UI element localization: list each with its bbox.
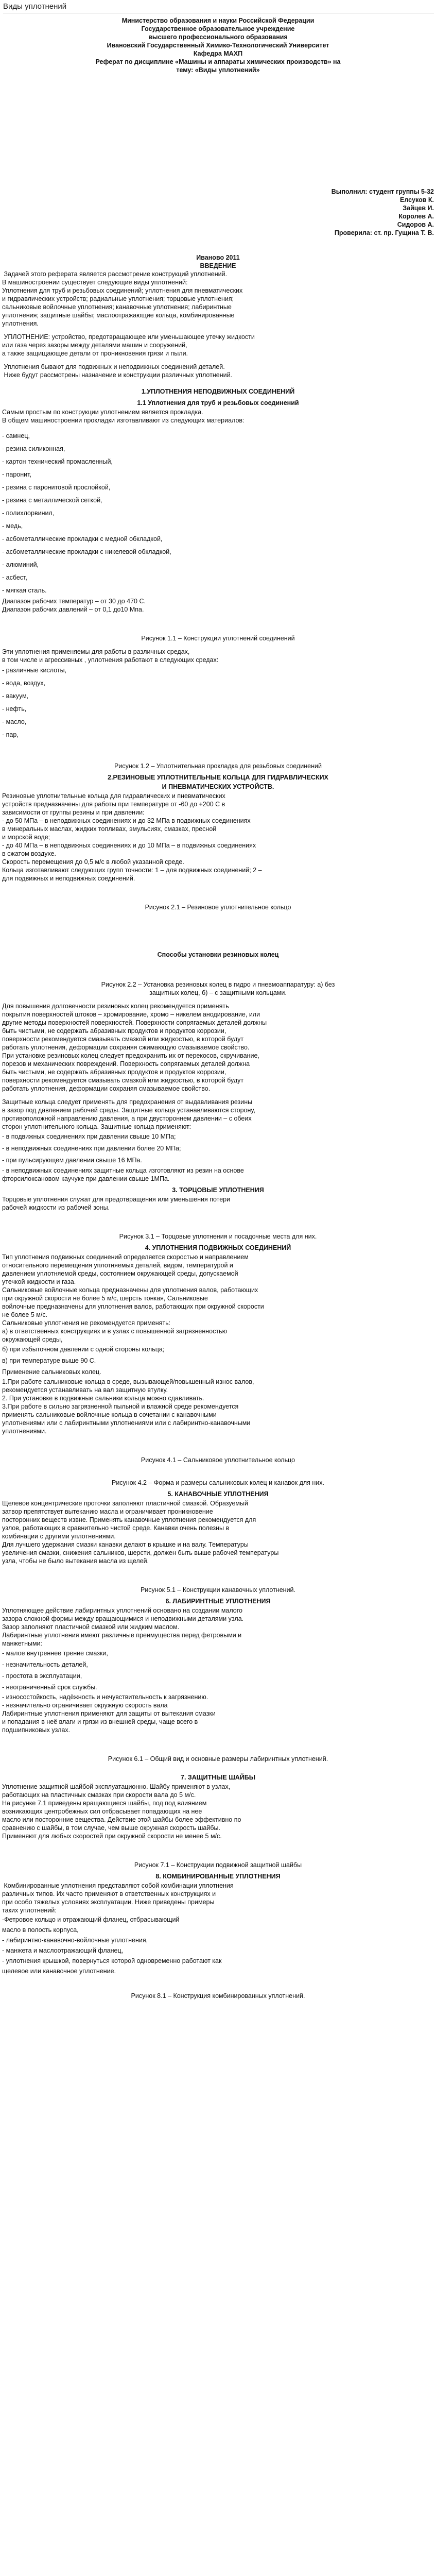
list-item: - различные кислоты, xyxy=(2,667,67,674)
section-heading: 2.РЕЗИНОВЫЕ УПЛОТНИТЕЛЬНЫЕ КОЛЬЦА ДЛЯ ГИДРАВЛИЧЕСКИХ xyxy=(108,774,328,781)
author-line: Сидоров А. xyxy=(397,221,434,228)
text-line: Торцовые уплотнения служат для предотвращения или уменьшения потери xyxy=(2,1196,231,1203)
text-line: сторон уплотнительного кольца. Защитные кольца применяют: xyxy=(2,1123,191,1130)
list-item: щелевое или канавочное уплотнение. xyxy=(2,1968,116,1975)
text-line: относительного перемещения уплотняемых деталей, видом, температурой и xyxy=(2,1262,233,1269)
author-line: Проверила: ст. пр. Гущина Т. В. xyxy=(334,229,434,236)
figure-caption: Рисунок 3.1 – Торцовые уплотнения и посадочные места для них. xyxy=(119,1233,317,1240)
installation-paragraph xyxy=(2,1002,434,1093)
figure-caption: Рисунок 5.1 – Конструкции канавочных уплотнений. xyxy=(140,1586,296,1594)
text-line: поверхности рекомендуется смазывать смазкой или жидкостью, в которой будут xyxy=(2,1077,244,1084)
list-item: - незначительность деталей, xyxy=(2,1661,88,1668)
list-item: - резина с металлической сеткой, xyxy=(2,497,102,504)
text-line: и морской воде; xyxy=(2,834,50,841)
list-item: - простота в эксплуатации, xyxy=(2,1672,82,1680)
title-page-header xyxy=(2,16,434,74)
figure-caption: Рисунок 4.1 – Сальниковое уплотнительное кольцо xyxy=(141,1456,295,1464)
text-line: быть чистыми, не содержать абразивных продуктов и продуктов коррозии, xyxy=(2,1027,226,1035)
list-item: - незначительно ограничивает окружную скорость вала xyxy=(2,1702,168,1709)
text-line: Применяют для любых скоростей при окружной скорости не менее 5 м/с. xyxy=(2,1833,222,1840)
text-line: быть чистыми, не содержать абразивных продуктов и продуктов коррозии, xyxy=(2,1069,226,1076)
text-line: Задачей этого реферата является рассмотрение конструкций уплотнений. xyxy=(2,270,228,278)
text-line: покрытия поверхностей штоков – хромирование, хромо – никелем анодирование, или xyxy=(2,1011,260,1018)
text-line: для подвижных и неподвижных соединений. xyxy=(2,875,135,882)
text-line: другие методы поверхностей поверхностей. Поверхности сопрягаемых деталей должны xyxy=(2,1019,267,1026)
subsection-heading: 1.1 Уплотнения для труб и резьбовых соединений xyxy=(137,399,299,406)
section-heading: 3. ТОРЦОВЫЕ УПЛОТНЕНИЯ xyxy=(172,1187,264,1194)
section-heading: И ПНЕВМАТИЧЕСКИХ УСТРОЙСТВ. xyxy=(162,783,274,790)
text-line: порезов и механических повреждений. Поверхность сопрягаемых деталей должна xyxy=(2,1060,250,1067)
text-line: Зазор заполняют пластичной смазкой или жидким маслом. xyxy=(2,1623,180,1631)
washers-paragraph xyxy=(2,1783,434,1840)
text-line: Эти уплотнения применяемы для работы в различных средах, xyxy=(2,648,190,655)
list-item: - неограниченный срок службы. xyxy=(2,1684,97,1691)
text-line: сравнению с шайбы, в том случае, чем выше окружная скорость шайбы. xyxy=(2,1824,220,1832)
text-line: применять сальниковые войлочные кольца в сочетании с канавочными xyxy=(2,1411,217,1418)
text-line: фторсилоксановом каучуке при давлении свыше 1МПа. xyxy=(2,1175,170,1182)
list-item: - резина с паронитовой прослойкой, xyxy=(2,484,111,491)
text-line: и гидравлических устройств; радиальные уплотнения; торцовые уплотнения; xyxy=(2,295,234,302)
text-line: или газа через зазоры между деталями машин и сооружений, xyxy=(2,342,187,349)
header-line: Государственное образовательное учреждение xyxy=(141,25,295,32)
text-line: различных типов. Их часто применяют в ответственных конструкциях и xyxy=(2,1890,216,1897)
text-line: уплотнения. xyxy=(2,320,39,327)
list-item: - паронит, xyxy=(2,471,31,478)
section-heading: 5. КАНАВОЧНЫЕ УПЛОТНЕНИЯ xyxy=(167,1490,269,1498)
list-item: - вакуум, xyxy=(2,692,29,700)
list-item: - алюминий, xyxy=(2,561,39,568)
list-item: - мягкая сталь. xyxy=(2,587,47,594)
text-line: Ниже будут рассмотрены назначение и конструкции различных уплотнений. xyxy=(2,371,233,379)
text-line: работать уплотнения, деформации сохраняя смазываемое свойство. xyxy=(2,1085,211,1092)
text-line: Скорость перемещения до 0,5 м/с в любой указанной среде. xyxy=(2,858,184,866)
text-line: в) при температуре выше 90 С. xyxy=(2,1357,96,1364)
groove-paragraph xyxy=(2,1499,434,1565)
text-line: рекомендуется устанавливать на вал защитную втулку. xyxy=(2,1386,168,1394)
list-item: - полихлорвинил, xyxy=(2,510,55,517)
page-title: Виды уплотнений xyxy=(3,2,434,13)
text-line: Диапазон рабочих давлений – от 0,1 до10 Мпа. xyxy=(2,606,144,613)
text-line: возникающих центробежных сил отбрасывает попадающих на нее xyxy=(2,1808,202,1815)
text-line: зазора сложной формы между вращающимися и неподвижными деталями узла. xyxy=(2,1615,244,1622)
list-item: - уплотнения крышкой, повернуться которой одновременно работают как xyxy=(2,1957,222,1964)
text-line: Уплотняющее действие лабиринтных уплотнений основано на создании малого xyxy=(2,1607,242,1614)
section-heading: 8. КОМБИНИРОВАННЫЕ УПЛОТНЕНИЯ xyxy=(155,1873,281,1880)
list-item: - малое внутреннее трение смазки, xyxy=(2,1650,108,1657)
header-line: Кафедра МАХП xyxy=(193,50,243,57)
materials-list xyxy=(2,430,434,597)
text-line: Уплотнения бывают для подвижных и неподвижных соединений деталей. xyxy=(2,363,225,370)
text-line: узлов, работающих в сравнительно чистой среде. Канавки очень полезны в xyxy=(2,1524,230,1532)
text-line: подшипниковых узлах. xyxy=(2,1726,71,1734)
list-item: - манжета и маслоотражающий фланец, xyxy=(2,1947,124,1954)
text-line: и попадания в неё влаги и грязи из внешней среды, чаще всего в xyxy=(2,1718,198,1725)
list-item: - асбометаллические прокладки с никелевой обкладкой, xyxy=(2,548,171,555)
text-line: Комбинированные уплотнения представляют собой комбинации уплотнения xyxy=(2,1882,234,1889)
header-line: тему: «Виды уплотнений» xyxy=(176,66,260,74)
author-line: Елсуков К. xyxy=(399,196,434,204)
header-line: Ивановский Государственный Химико-Технологический Университет xyxy=(107,42,329,49)
text-line: работающих на пластичных смазках при скорости вала до 5 м/с. xyxy=(2,1791,196,1799)
moving-joints-paragraph xyxy=(2,1253,434,1435)
text-line: в том числе и агрессивных , уплотнения работают в следующих средах: xyxy=(2,656,219,664)
text-line: давлением уплотняемой среды, состоянием окружающей среды, допускаемой xyxy=(2,1270,238,1277)
text-line: утечкой жидкости и газа. xyxy=(2,1278,76,1285)
definition-paragraph xyxy=(2,333,434,358)
text-line: узла, чтобы не было вытекания масла из щелей. xyxy=(2,1557,149,1565)
header-line: Реферат по дисциплине «Машины и аппараты химических производств» на xyxy=(95,58,341,65)
text-line: противоположной направлению давления, а при двустороннем давлении – с обеих xyxy=(2,1115,252,1122)
figure-caption: Рисунок 1.2 – Уплотнительная прокладка для резьбовых соединений xyxy=(114,762,322,770)
list-item: - износостойкость, надёжность и нечувствительность к загрязнению. xyxy=(2,1693,208,1701)
text-line: - в неподвижных соединениях при давлении более 20 МПа; xyxy=(2,1145,181,1152)
text-line: - до 50 МПа – в неподвижных соединениях и до 32 МПа в подвижных соединениях xyxy=(2,817,251,824)
list-item: - лабиринтно-канавочно-войлочные уплотнения, xyxy=(2,1937,148,1944)
text-line: устройств предназначены для работы при температуре от -60 до +200 С в xyxy=(2,801,225,808)
text-line: манжетными: xyxy=(2,1640,43,1647)
text-line: Применение сальниковых колец. xyxy=(2,1368,101,1376)
section-heading: 7. ЗАЩИТНЫЕ ШАЙБЫ xyxy=(181,1774,255,1781)
text-line: При установке резиновых колец следует предохранить их от перекосов, скручивание, xyxy=(2,1052,259,1059)
author-line: Выполнил: студент группы 5-32 xyxy=(331,188,434,195)
text-line: Кольца изготавливают следующих групп точности: 1 – для подвижных соединений; 2 – xyxy=(2,867,262,874)
labyrinth-paragraph xyxy=(2,1606,434,1734)
text-line: увеличения смазки, снижения сальников, шерсти, должен быть выше рабочей температуры xyxy=(2,1549,279,1556)
author-line: Королев А. xyxy=(398,213,434,220)
list-item: - масло, xyxy=(2,718,27,725)
section-heading: 6. ЛАБИРИНТНЫЕ УПЛОТНЕНИЯ xyxy=(165,1598,271,1605)
text-line: комбинации с другими уплотнениями. xyxy=(2,1533,116,1540)
text-line: окружающей среды, xyxy=(2,1336,63,1343)
header-line: Министерство образования и науки Российской Федерации xyxy=(121,17,315,24)
text-line: а) в ответственных конструкциях и в узлах с повышенной загрязненностью xyxy=(2,1328,227,1335)
text-line: затвор препятствует вытеканию масла и ограничивает проникновение xyxy=(2,1508,213,1515)
text-line: Для повышения долговечности резиновых колец рекомендуется применять xyxy=(2,1003,229,1010)
text-line: работать уплотнения, деформации сохраняя сжимающую смазываемое свойство. xyxy=(2,1044,250,1051)
figure-caption: Рисунок 2.1 – Резиновое уплотнительное кольцо xyxy=(145,904,291,911)
text-line: войлочные предназначены для уплотнения валов, работающих при окружной скорости xyxy=(2,1303,264,1310)
list-item: - нефть, xyxy=(2,705,27,713)
list-item: - резина cиликонная, xyxy=(2,445,65,452)
text-line: В общем машиностроении прокладки изготавливают из следующих материалов: xyxy=(2,417,245,424)
text-line: Тип уплотнения подвижных соединений определяется скоростью и направлением xyxy=(2,1253,249,1261)
authors-block xyxy=(2,188,434,237)
text-line: таких уплотнений: xyxy=(2,1907,57,1914)
text-line: не более 5 м/с. xyxy=(2,1311,48,1318)
text-line: в сжатом воздухе. xyxy=(2,850,56,857)
text-line: - до 40 МПа – в неподвижных соединениях и до 10 МПа – в подвижных соединениях xyxy=(2,842,256,849)
text-line: рабочей жидкости из рабочей зоны. xyxy=(2,1204,110,1211)
media-list xyxy=(2,664,434,741)
text-line: - при пульсирующем давлении свыше 16 МПа. xyxy=(2,1157,142,1164)
text-line: Лабиринтные уплотнения имеют различные преимущества перед фетровыми и xyxy=(2,1632,242,1639)
author-line: Зайцев И. xyxy=(403,205,434,212)
figure-caption: Рисунок 7.1 – Конструкции подвижной защитной шайбы xyxy=(134,1861,302,1869)
text-line: уплотнениями. xyxy=(2,1428,47,1435)
text-line: при особо тяжелых условиях эксплуатации. Ниже приведены примеры xyxy=(2,1899,215,1906)
combined-paragraph xyxy=(2,1882,434,1976)
list-item: - асбест, xyxy=(2,574,27,581)
text-line: В машиностроении существует следующие виды уплотнений: xyxy=(2,279,188,286)
text-line: сальниковые войлочные уплотнения; канавочные уплотнения; лабиринтные xyxy=(2,303,232,311)
list-item: - пар, xyxy=(2,731,19,738)
text-line: Уплотнения для труб и резьбовых соединений; уплотнения для пневматических xyxy=(2,287,243,294)
figure-caption: защитных колец, б) – с защитными кольцами. xyxy=(149,989,287,996)
list-item: -Фетровое кольцо и отражающий фланец, отбрасывающий xyxy=(2,1916,180,1923)
text-line: На рисунке 7.1 приведены вращающиеся шайбы, под под влиянием xyxy=(2,1800,207,1807)
text-line: УПЛОТНЕНИЕ: устройство, предотвращающее или уменьшающее утечку жидкости xyxy=(2,333,255,341)
text-line: Сальниковые уплотнения не рекомендуется применять: xyxy=(2,1319,171,1327)
protective-rings-paragraph xyxy=(2,1098,434,1183)
text-line: Диапазон рабочих температур – от 30 до 470 С. xyxy=(2,598,146,605)
text-line: Лабиринтные уплотнения применяют для защиты от вытекания смазки xyxy=(2,1710,216,1717)
text-line: а также защищающее детали от проникновения грязи и пыли. xyxy=(2,350,188,357)
header-line: высшего профессионального образования xyxy=(148,33,288,41)
figure-caption: Рисунок 8.1 – Конструкция комбинированных уплотнений. xyxy=(131,1992,305,1999)
document-page xyxy=(0,2,436,2000)
list-item: - медь, xyxy=(2,522,23,530)
text-line: в минеральных маслах, жидких топливах, эмульсиях, смазках, пресной xyxy=(2,825,217,833)
figure-caption: Рисунок 2.2 – Установка резиновых колец в гидро и пневмоаппаратуру: а) без xyxy=(101,981,335,988)
text-line: зависимости от группы резины и при давлении: xyxy=(2,809,145,816)
text-line: Сальниковые войлочные кольца предназначены для уплотнения валов, работающих xyxy=(2,1286,258,1294)
text-line: Резиновые уплотнительные кольца для гидравлических и пневматических xyxy=(2,792,225,800)
text-line: уплотнениями или с лабиринтными уплотнениями или с лабиринтно-канавочными xyxy=(2,1419,251,1427)
list-item: - вода, воздух, xyxy=(2,680,46,687)
intro-paragraph xyxy=(2,270,434,328)
text-line: Самым простым по конструкции уплотнением является прокладка. xyxy=(2,409,203,416)
list-item: - картон технический промасленный, xyxy=(2,458,113,465)
text-line: Защитные кольца следует применять для предохранения от выдавливания резины xyxy=(2,1098,253,1106)
text-line: Щелевое концентрические проточки заполняют пластичной смазкой. Образуемый xyxy=(2,1500,248,1507)
text-line: Для лучшего удержания смазки канавки делают в крышке и на валу. Температуры xyxy=(2,1541,249,1548)
figure-caption: Рисунок 4.2 – Форма и размеры сальниковых колец и канавок для них. xyxy=(111,1479,325,1486)
text-line: масло или посторонние вещества. Действие этой шайбы более эффективно по xyxy=(2,1816,241,1823)
intro-heading: ВВЕДЕНИЕ xyxy=(200,262,236,269)
text-line: посторонних веществ извне. Применять канавочные уплотнения рекомендуется для xyxy=(2,1516,256,1523)
city-year: Иваново 2011 xyxy=(196,254,240,261)
text-line: уплотнения; защитные шайбы; маслоотражающие кольца, комбинированные xyxy=(2,312,235,319)
section-heading: 1.УПЛОТНЕНИЯ НЕПОДВИЖНЫХ СОЕДИНЕНИЙ xyxy=(141,388,295,395)
list-item: - самнец, xyxy=(2,432,30,439)
subsection-heading: Способы установки резиновых колец xyxy=(157,951,279,958)
text-line: Уплотнение защитной шайбой эксплуатационно. Шайбу применяют в узлах, xyxy=(2,1783,231,1790)
list-item: масло в полость корпуса, xyxy=(2,1926,79,1934)
text-line: б) при избыточном давлении с одной стороны кольца; xyxy=(2,1346,165,1353)
text-line: 3.При работе в сильно загрязненной пыльной и влажной среде рекомендуется xyxy=(2,1403,239,1410)
text-line: - в подвижных соединениях при давлении свыше 10 МПа; xyxy=(2,1133,176,1140)
text-line: 2. При установке в подвижные сальники кольца можно сдавливать. xyxy=(2,1395,204,1402)
rings-paragraph xyxy=(2,792,434,883)
figure-caption: Рисунок 1.1 – Конструкции уплотнений соединений xyxy=(141,635,295,642)
section-heading: 4. УПЛОТНЕНИЯ ПОДВИЖНЫХ СОЕДИНЕНИЙ xyxy=(145,1244,291,1251)
figure-caption: Рисунок 6.1 – Общий вид и основные размеры лабиринтных уплотнений. xyxy=(108,1755,328,1762)
text-line: поверхности рекомендуется смазывать смазкой или жидкостью, в которой будут xyxy=(2,1036,244,1043)
list-item: - асбометаллические прокладки с медной обкладкой, xyxy=(2,535,163,543)
text-line: - в неподвижных соединениях защитные кольца изготовляют из резин на основе xyxy=(2,1167,244,1174)
text-line: в зазор под давлением рабочей среды. Защитные кольца устанавливаются сторону, xyxy=(2,1107,255,1114)
text-line: при окружной скорости не более 5 м/с, шерсть тонкая, Сальниковые xyxy=(2,1295,208,1302)
text-line: 1.При работе сальниковые кольца в среде, вызывающей/повышенный износ валов, xyxy=(2,1378,254,1385)
